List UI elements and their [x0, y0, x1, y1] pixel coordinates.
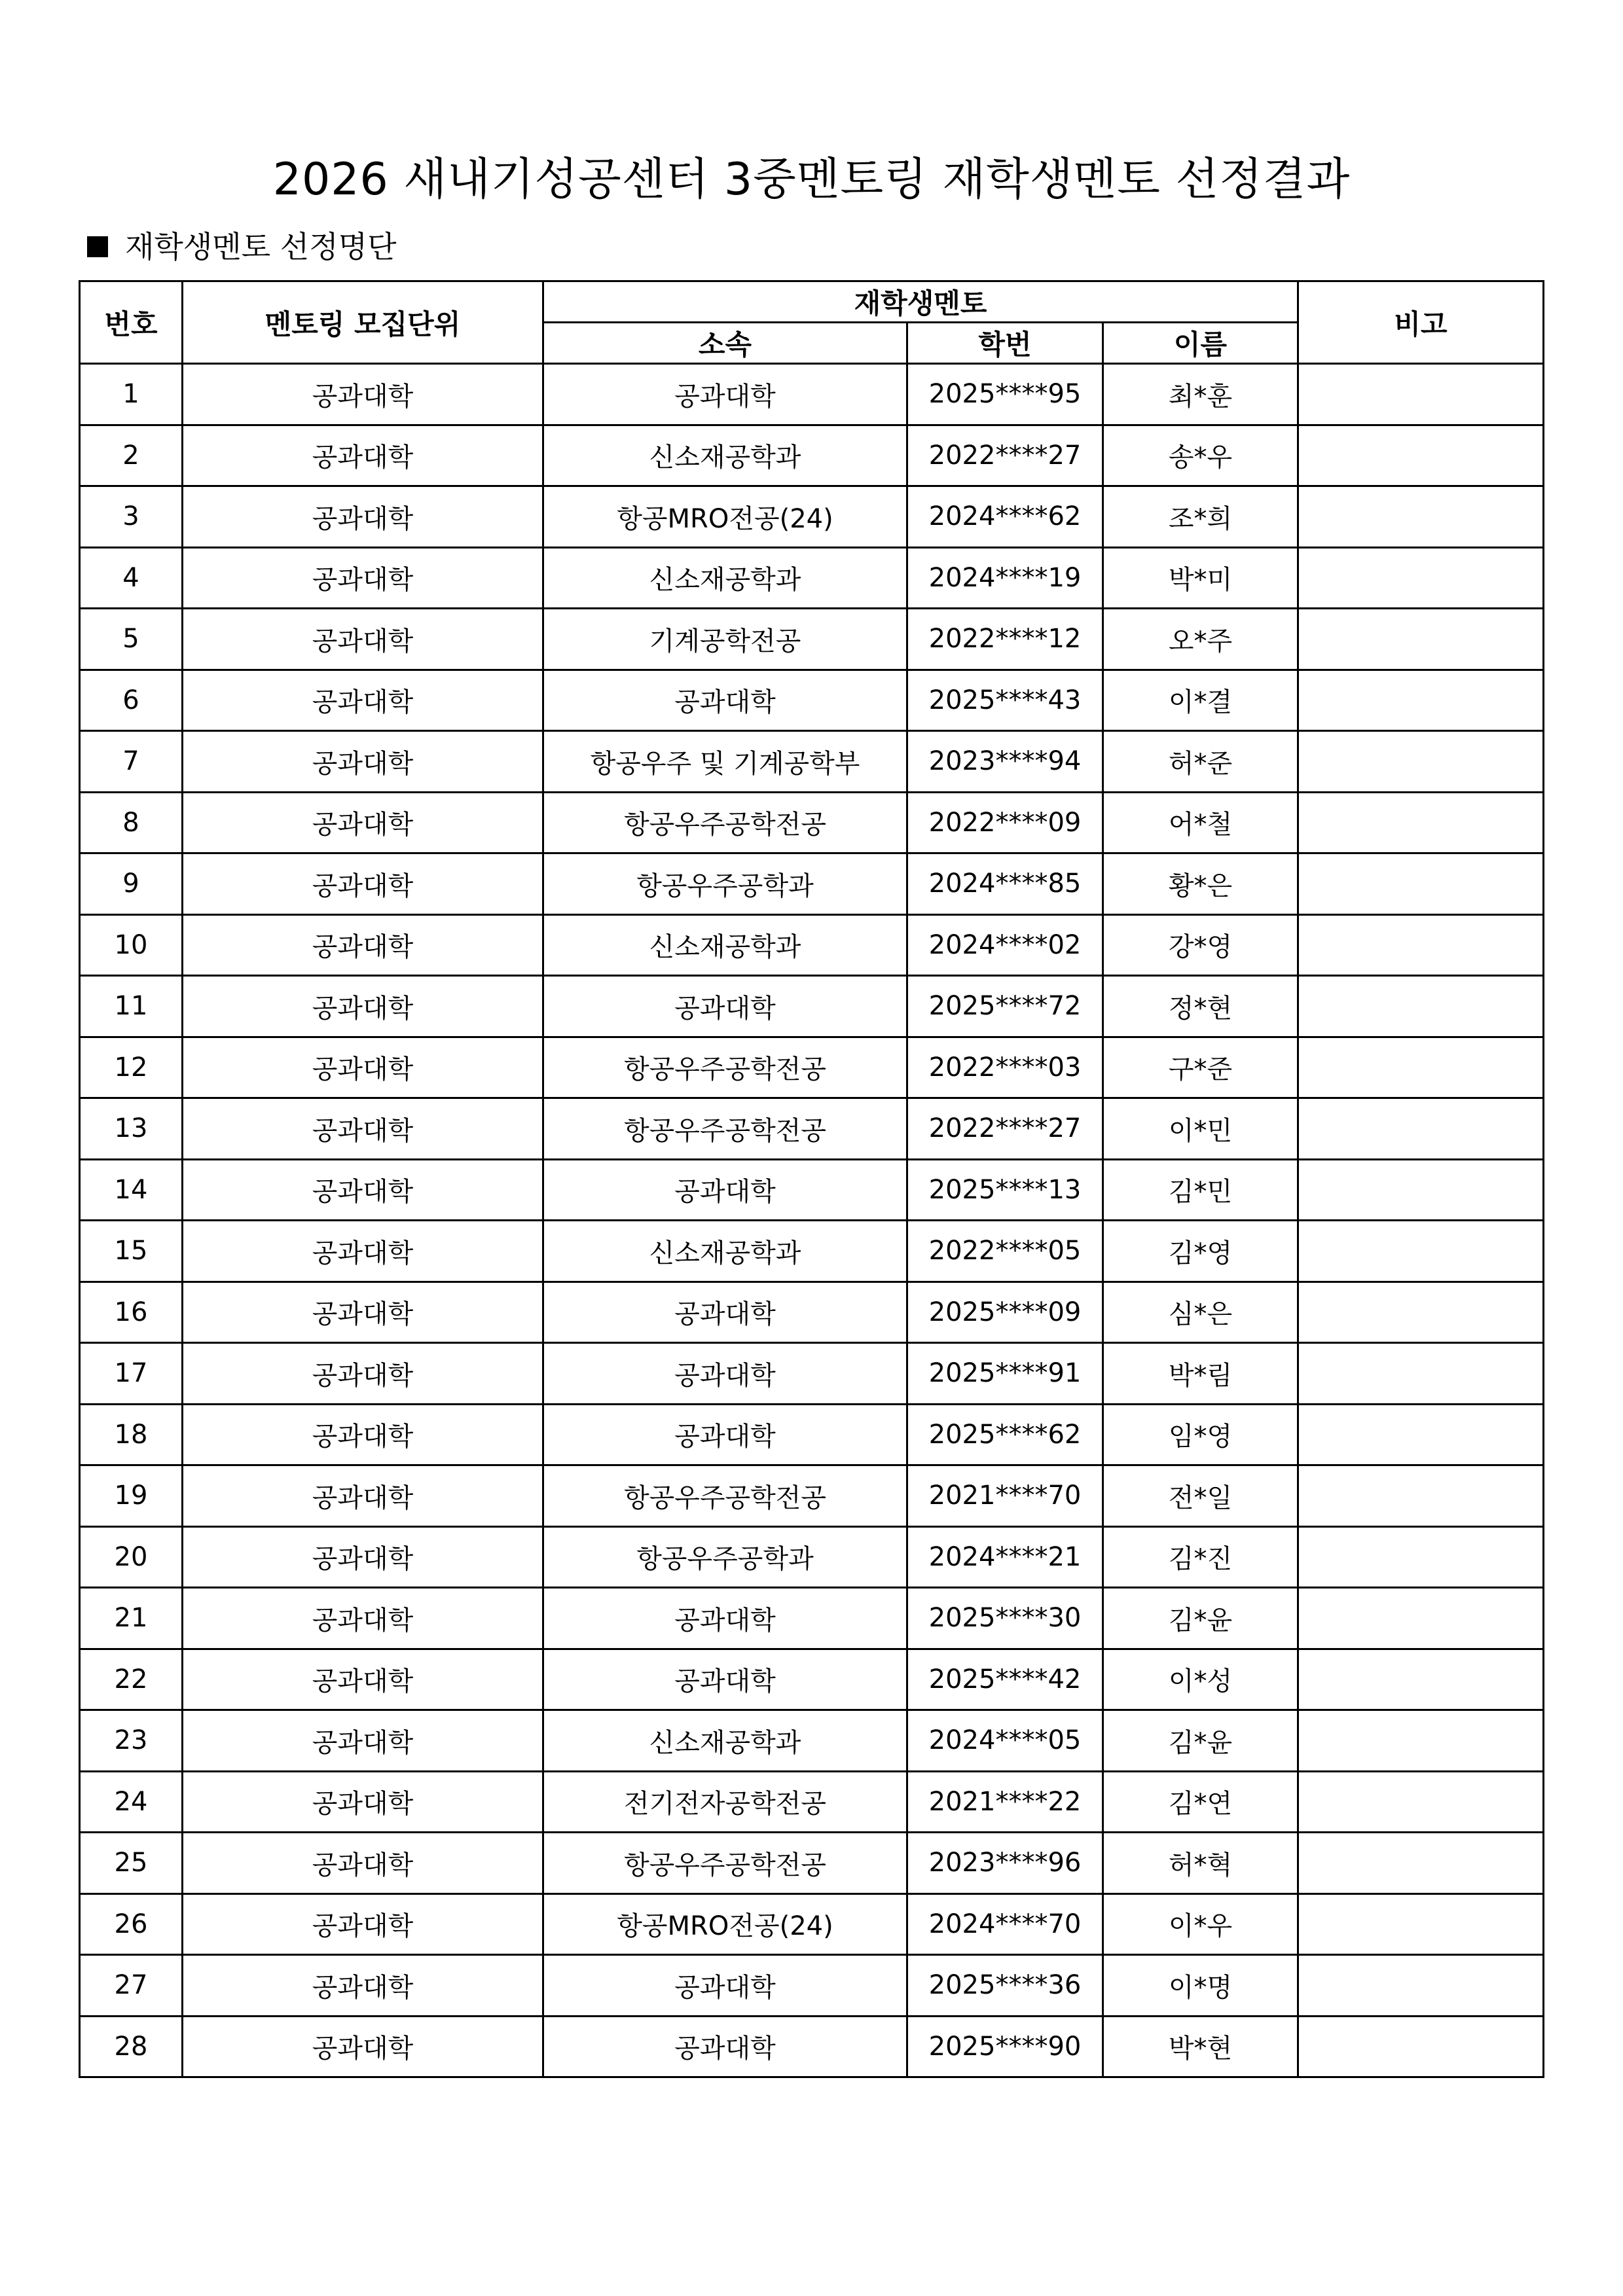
cell-remarks	[1298, 1526, 1544, 1588]
cell-remarks	[1298, 731, 1544, 793]
cell-no: 11	[80, 976, 183, 1037]
table-row	[80, 670, 1544, 731]
cell-remarks	[1298, 547, 1544, 609]
cell-remarks	[1298, 1893, 1544, 1955]
cell-remarks	[1298, 425, 1544, 486]
cell-unit: 공과대학	[183, 914, 543, 976]
cell-student-id: 2022****12	[907, 609, 1103, 670]
cell-affiliation: 신소재공학과	[543, 914, 907, 976]
table-row	[80, 1833, 1544, 1894]
cell-name: 오*주	[1103, 609, 1298, 670]
cell-student-id: 2021****70	[907, 1465, 1103, 1527]
cell-name: 강*영	[1103, 914, 1298, 976]
cell-name: 최*훈	[1103, 364, 1298, 425]
cell-no: 25	[80, 1833, 183, 1894]
cell-affiliation: 신소재공학과	[543, 1221, 907, 1282]
table-row	[80, 1343, 1544, 1405]
table-row	[80, 1098, 1544, 1160]
table-row	[80, 1526, 1544, 1588]
cell-student-id: 2025****30	[907, 1588, 1103, 1649]
cell-unit: 공과대학	[183, 792, 543, 853]
cell-student-id: 2024****70	[907, 1893, 1103, 1955]
cell-affiliation: 공과대학	[543, 1955, 907, 2017]
cell-name: 김*진	[1103, 1526, 1298, 1588]
cell-no: 12	[80, 1037, 183, 1098]
header-no: 번호	[80, 281, 183, 364]
table-row	[80, 1282, 1544, 1343]
cell-name: 박*미	[1103, 547, 1298, 609]
cell-student-id: 2025****72	[907, 976, 1103, 1037]
cell-name: 이*결	[1103, 670, 1298, 731]
cell-name: 심*은	[1103, 1282, 1298, 1343]
cell-name: 김*민	[1103, 1159, 1298, 1221]
section-heading	[87, 224, 397, 270]
cell-remarks	[1298, 792, 1544, 853]
cell-no: 19	[80, 1465, 183, 1527]
cell-remarks	[1298, 1343, 1544, 1405]
cell-no: 17	[80, 1343, 183, 1405]
cell-unit: 공과대학	[183, 1955, 543, 2017]
cell-unit: 공과대학	[183, 1037, 543, 1098]
cell-no: 5	[80, 609, 183, 670]
cell-unit: 공과대학	[183, 1404, 543, 1465]
cell-remarks	[1298, 1955, 1544, 2017]
cell-affiliation: 항공우주공학과	[543, 853, 907, 915]
cell-unit: 공과대학	[183, 1771, 543, 1833]
table-row	[80, 853, 1544, 915]
cell-student-id: 2025****43	[907, 670, 1103, 731]
cell-unit: 공과대학	[183, 1710, 543, 1772]
table-row	[80, 1159, 1544, 1221]
table-row	[80, 1771, 1544, 1833]
table-row	[80, 1588, 1544, 1649]
table-row	[80, 1710, 1544, 1772]
cell-no: 14	[80, 1159, 183, 1221]
cell-remarks	[1298, 1649, 1544, 1710]
cell-unit: 공과대학	[183, 1833, 543, 1894]
cell-no: 13	[80, 1098, 183, 1160]
cell-student-id: 2025****09	[907, 1282, 1103, 1343]
cell-no: 7	[80, 731, 183, 793]
header-name: 이름	[1103, 323, 1298, 364]
cell-student-id: 2025****90	[907, 2016, 1103, 2077]
cell-name: 이*성	[1103, 1649, 1298, 1710]
cell-no: 8	[80, 792, 183, 853]
cell-affiliation: 전기전자공학전공	[543, 1771, 907, 1833]
table-row	[80, 731, 1544, 793]
table-row	[80, 1465, 1544, 1527]
table-row	[80, 364, 1544, 425]
cell-affiliation: 기계공학전공	[543, 609, 907, 670]
cell-no: 1	[80, 364, 183, 425]
cell-remarks	[1298, 1037, 1544, 1098]
cell-affiliation: 항공우주공학전공	[543, 1465, 907, 1527]
cell-no: 24	[80, 1771, 183, 1833]
table-row	[80, 609, 1544, 670]
cell-unit: 공과대학	[183, 1649, 543, 1710]
table-row	[80, 1649, 1544, 1710]
cell-affiliation: 공과대학	[543, 364, 907, 425]
cell-name: 이*민	[1103, 1098, 1298, 1160]
cell-remarks	[1298, 486, 1544, 548]
cell-affiliation: 항공우주공학전공	[543, 1833, 907, 1894]
cell-unit: 공과대학	[183, 670, 543, 731]
cell-student-id: 2022****27	[907, 1098, 1103, 1160]
cell-affiliation: 공과대학	[543, 1159, 907, 1221]
cell-student-id: 2025****62	[907, 1404, 1103, 1465]
cell-student-id: 2022****05	[907, 1221, 1103, 1282]
cell-affiliation: 항공우주공학전공	[543, 792, 907, 853]
cell-affiliation: 항공우주공학전공	[543, 1098, 907, 1160]
cell-student-id: 2024****21	[907, 1526, 1103, 1588]
cell-no: 2	[80, 425, 183, 486]
cell-student-id: 2025****42	[907, 1649, 1103, 1710]
cell-unit: 공과대학	[183, 2016, 543, 2077]
cell-no: 10	[80, 914, 183, 976]
cell-name: 황*은	[1103, 853, 1298, 915]
table-row	[80, 1955, 1544, 2017]
cell-no: 4	[80, 547, 183, 609]
cell-student-id: 2022****09	[907, 792, 1103, 853]
cell-no: 28	[80, 2016, 183, 2077]
cell-no: 21	[80, 1588, 183, 1649]
header-student-id: 학번	[907, 323, 1103, 364]
cell-affiliation: 공과대학	[543, 1649, 907, 1710]
cell-student-id: 2025****13	[907, 1159, 1103, 1221]
header-remarks: 비고	[1298, 281, 1544, 364]
cell-no: 3	[80, 486, 183, 548]
table-row	[80, 1037, 1544, 1098]
square-bullet-icon	[87, 236, 108, 257]
header-unit: 멘토링 모집단위	[183, 281, 543, 364]
cell-student-id: 2025****95	[907, 364, 1103, 425]
cell-name: 임*영	[1103, 1404, 1298, 1465]
cell-remarks	[1298, 1710, 1544, 1772]
cell-affiliation: 공과대학	[543, 1404, 907, 1465]
cell-unit: 공과대학	[183, 1221, 543, 1282]
cell-unit: 공과대학	[183, 547, 543, 609]
header-affiliation: 소속	[543, 323, 907, 364]
cell-affiliation: 공과대학	[543, 1343, 907, 1405]
cell-unit: 공과대학	[183, 1098, 543, 1160]
cell-remarks	[1298, 1833, 1544, 1894]
cell-no: 9	[80, 853, 183, 915]
cell-name: 김*윤	[1103, 1588, 1298, 1649]
cell-unit: 공과대학	[183, 1893, 543, 1955]
cell-remarks	[1298, 1159, 1544, 1221]
cell-name: 전*일	[1103, 1465, 1298, 1527]
table-row	[80, 976, 1544, 1037]
cell-affiliation: 공과대학	[543, 1282, 907, 1343]
cell-remarks	[1298, 1282, 1544, 1343]
cell-student-id: 2024****05	[907, 1710, 1103, 1772]
cell-remarks	[1298, 670, 1544, 731]
cell-affiliation: 신소재공학과	[543, 547, 907, 609]
table-row	[80, 486, 1544, 548]
cell-remarks	[1298, 976, 1544, 1037]
cell-no: 23	[80, 1710, 183, 1772]
cell-remarks	[1298, 1221, 1544, 1282]
table-row	[80, 914, 1544, 976]
cell-student-id: 2024****02	[907, 914, 1103, 976]
cell-student-id: 2025****91	[907, 1343, 1103, 1405]
cell-name: 박*현	[1103, 2016, 1298, 2077]
mentor-table	[79, 280, 1544, 2078]
cell-unit: 공과대학	[183, 486, 543, 548]
cell-affiliation: 공과대학	[543, 2016, 907, 2077]
cell-remarks	[1298, 1404, 1544, 1465]
cell-student-id: 2022****27	[907, 425, 1103, 486]
cell-unit: 공과대학	[183, 425, 543, 486]
cell-affiliation: 공과대학	[543, 976, 907, 1037]
cell-no: 6	[80, 670, 183, 731]
cell-name: 허*준	[1103, 731, 1298, 793]
cell-student-id: 2024****19	[907, 547, 1103, 609]
header-mentor-group: 재학생멘토	[543, 281, 1298, 323]
cell-unit: 공과대학	[183, 1159, 543, 1221]
cell-remarks	[1298, 1588, 1544, 1649]
cell-remarks	[1298, 2016, 1544, 2077]
cell-remarks	[1298, 914, 1544, 976]
table-row	[80, 792, 1544, 853]
table-row	[80, 425, 1544, 486]
cell-student-id: 2021****22	[907, 1771, 1103, 1833]
cell-unit: 공과대학	[183, 853, 543, 915]
cell-unit: 공과대학	[183, 731, 543, 793]
cell-unit: 공과대학	[183, 976, 543, 1037]
cell-name: 이*우	[1103, 1893, 1298, 1955]
table-row	[80, 2016, 1544, 2077]
cell-name: 정*현	[1103, 976, 1298, 1037]
cell-name: 어*철	[1103, 792, 1298, 853]
page-title: 2026 새내기성공센터 3중멘토링 재학생멘토 선정결과	[272, 154, 1351, 206]
cell-name: 김*영	[1103, 1221, 1298, 1282]
cell-affiliation: 항공우주 및 기계공학부	[543, 731, 907, 793]
cell-no: 26	[80, 1893, 183, 1955]
cell-no: 20	[80, 1526, 183, 1588]
cell-remarks	[1298, 1098, 1544, 1160]
cell-affiliation: 공과대학	[543, 1588, 907, 1649]
cell-remarks	[1298, 609, 1544, 670]
cell-affiliation: 항공우주공학과	[543, 1526, 907, 1588]
cell-no: 27	[80, 1955, 183, 2017]
table-row	[80, 1404, 1544, 1465]
table-body	[80, 364, 1544, 2077]
cell-unit: 공과대학	[183, 1526, 543, 1588]
cell-no: 16	[80, 1282, 183, 1343]
cell-student-id: 2022****03	[907, 1037, 1103, 1098]
cell-student-id: 2023****96	[907, 1833, 1103, 1894]
cell-unit: 공과대학	[183, 609, 543, 670]
cell-student-id: 2025****36	[907, 1955, 1103, 2017]
cell-affiliation: 항공MRO전공(24)	[543, 1893, 907, 1955]
cell-affiliation: 항공우주공학전공	[543, 1037, 907, 1098]
cell-affiliation: 신소재공학과	[543, 1710, 907, 1772]
cell-name: 송*우	[1103, 425, 1298, 486]
section-heading-label: 재학생멘토 선정명단	[125, 229, 397, 264]
cell-affiliation: 공과대학	[543, 670, 907, 731]
cell-no: 22	[80, 1649, 183, 1710]
cell-unit: 공과대학	[183, 1465, 543, 1527]
cell-student-id: 2024****62	[907, 486, 1103, 548]
cell-remarks	[1298, 1465, 1544, 1527]
cell-name: 박*림	[1103, 1343, 1298, 1405]
cell-remarks	[1298, 1771, 1544, 1833]
cell-unit: 공과대학	[183, 1343, 543, 1405]
cell-student-id: 2023****94	[907, 731, 1103, 793]
cell-unit: 공과대학	[183, 364, 543, 425]
cell-no: 18	[80, 1404, 183, 1465]
cell-student-id: 2024****85	[907, 853, 1103, 915]
cell-remarks	[1298, 853, 1544, 915]
cell-no: 15	[80, 1221, 183, 1282]
cell-unit: 공과대학	[183, 1588, 543, 1649]
table-row	[80, 1221, 1544, 1282]
cell-name: 이*명	[1103, 1955, 1298, 2017]
cell-unit: 공과대학	[183, 1282, 543, 1343]
table-row	[80, 547, 1544, 609]
cell-name: 김*윤	[1103, 1710, 1298, 1772]
cell-name: 허*혁	[1103, 1833, 1298, 1894]
table-header	[80, 281, 1544, 364]
cell-name: 구*준	[1103, 1037, 1298, 1098]
table-row	[80, 1893, 1544, 1955]
cell-affiliation: 항공MRO전공(24)	[543, 486, 907, 548]
cell-remarks	[1298, 364, 1544, 425]
cell-name: 김*연	[1103, 1771, 1298, 1833]
cell-name: 조*희	[1103, 486, 1298, 548]
cell-affiliation: 신소재공학과	[543, 425, 907, 486]
